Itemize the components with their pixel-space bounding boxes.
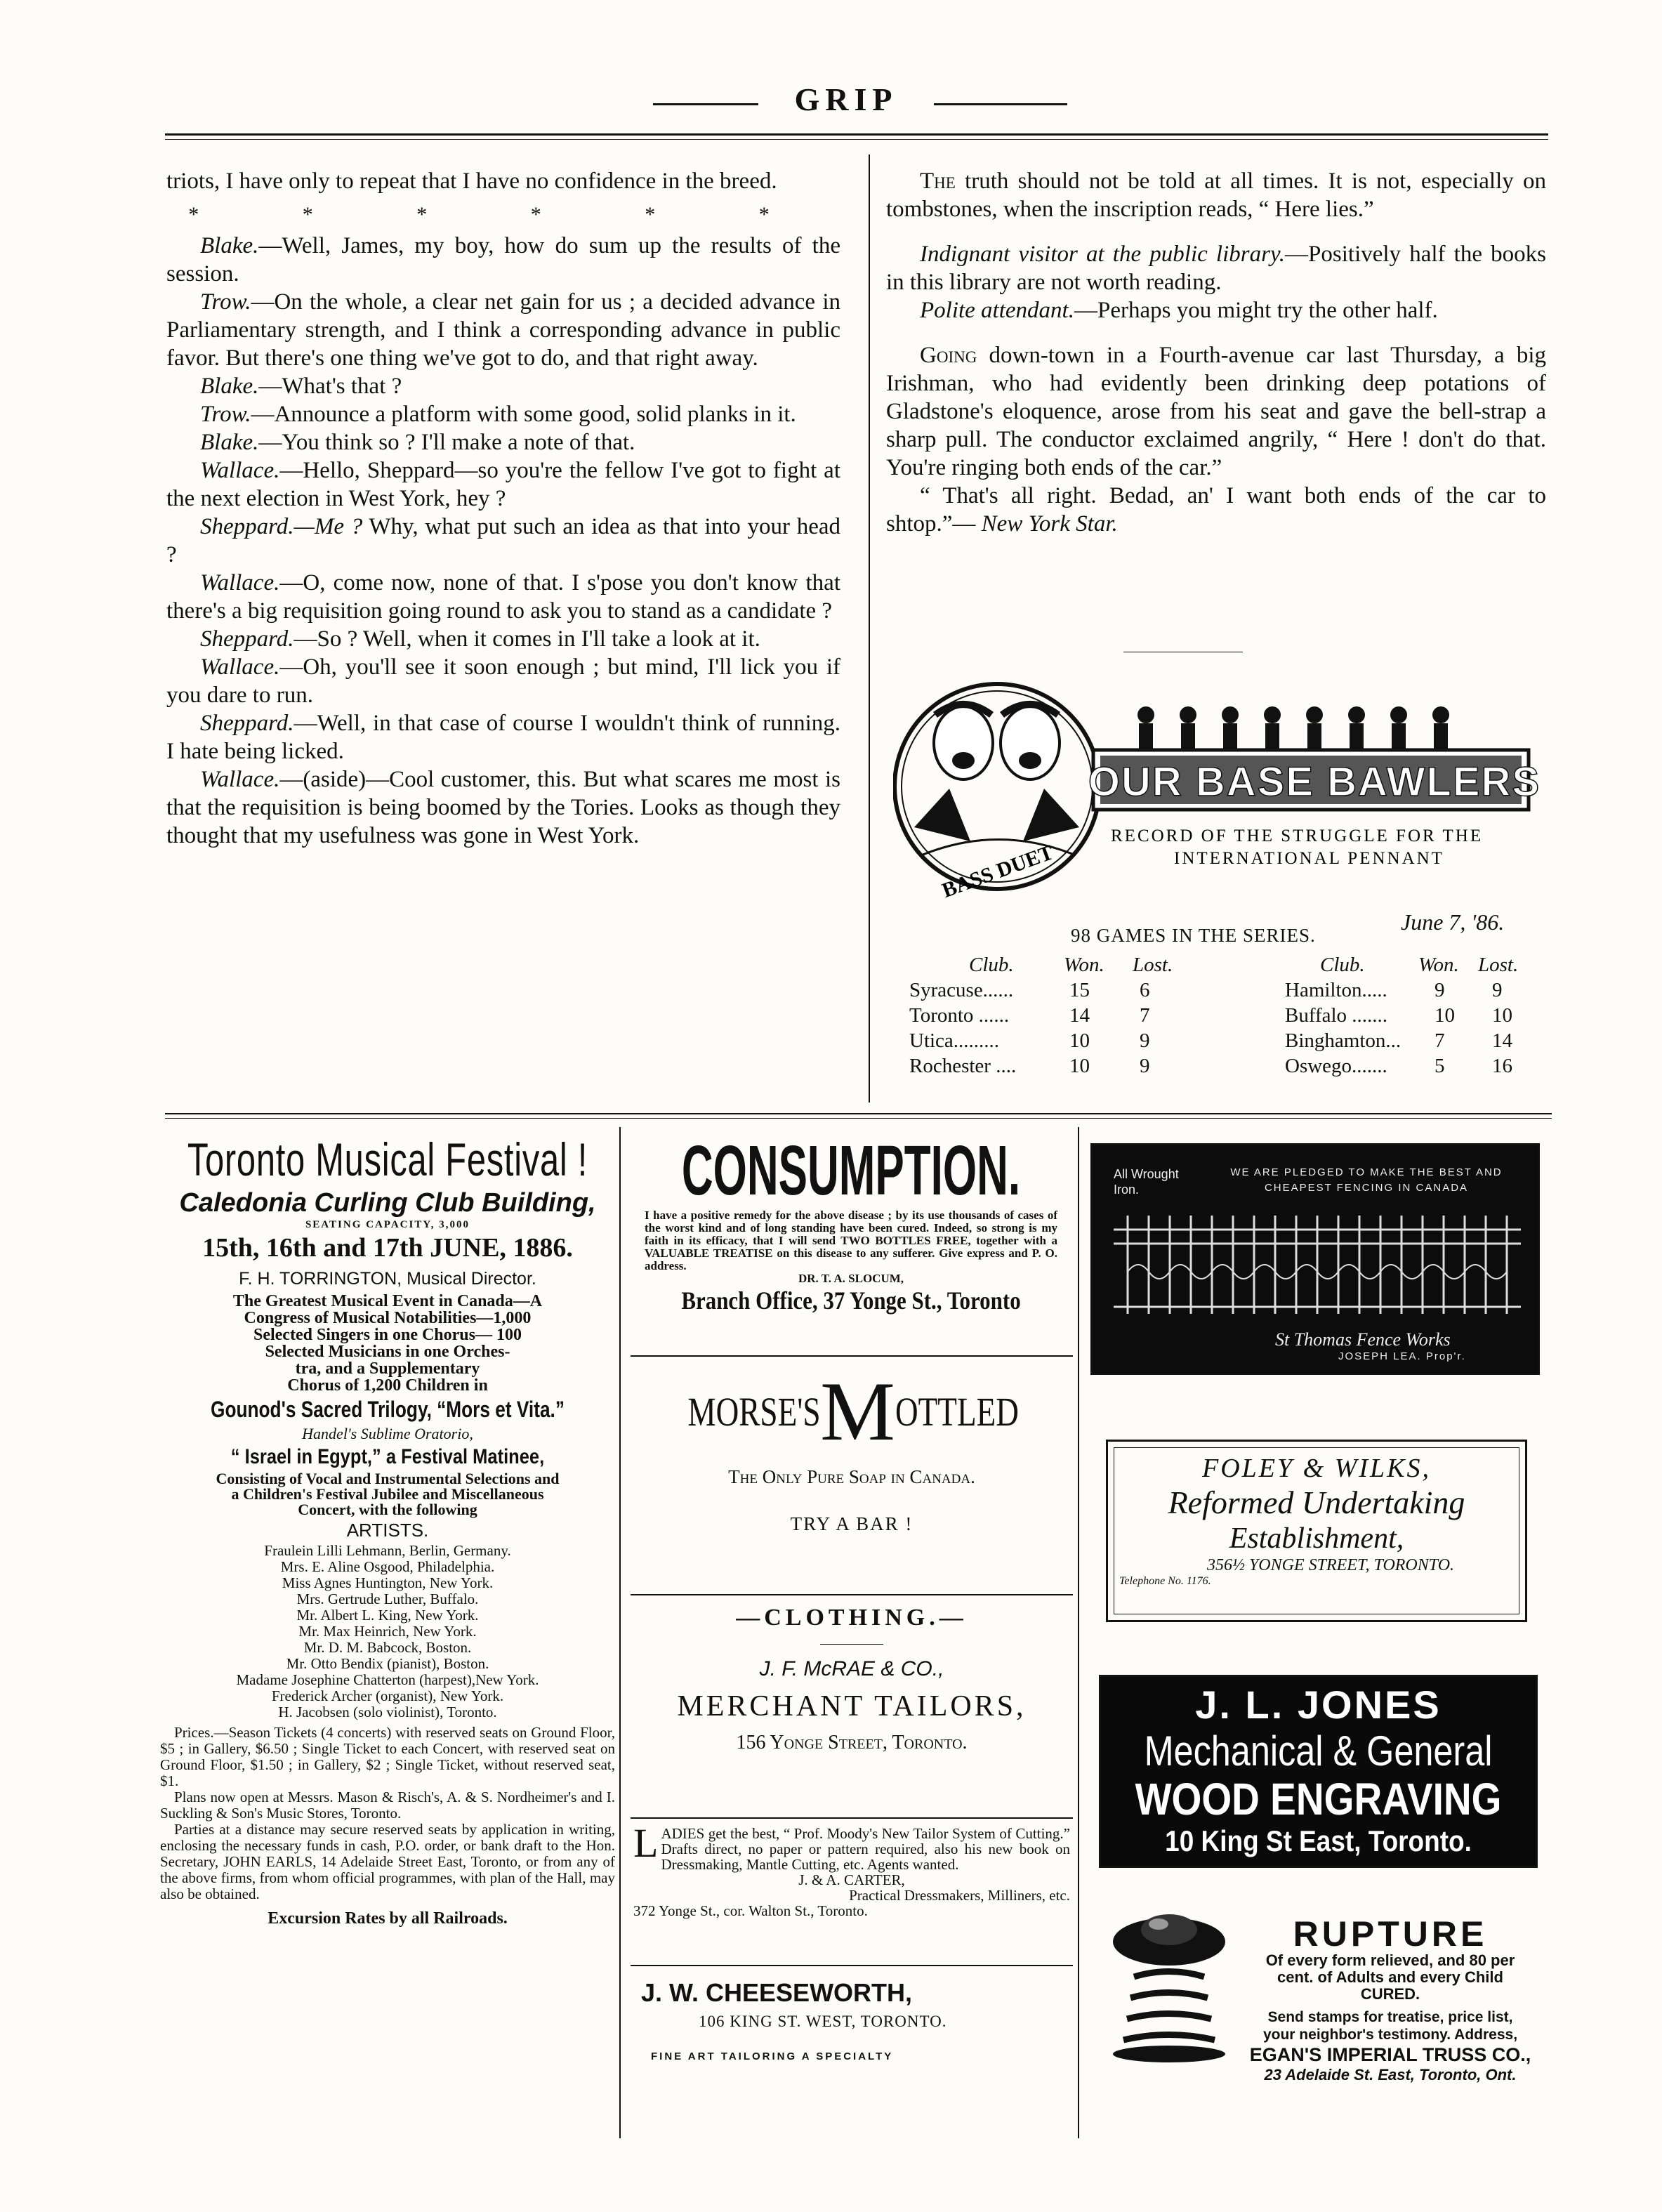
cheeseworth-ad	[635, 1973, 1071, 2062]
list-item: Congress of Musical Notabilities—1,000	[244, 1309, 532, 1327]
jones-address: 10 King St East, Toronto.	[1165, 1824, 1472, 1857]
table-row	[909, 1029, 1541, 1055]
fence-ad	[1090, 1143, 1540, 1375]
header-rule	[165, 133, 1548, 136]
clothing-firm: J. F. McRAE & CO.,	[759, 1657, 944, 1680]
table-cell: 9	[1140, 1055, 1150, 1077]
morse-title: MORSE'SMOTTLED	[687, 1364, 1019, 1458]
table-cell: 10	[1069, 1029, 1090, 1052]
lead-word: Going	[920, 343, 977, 368]
table-cell: Hamilton.....	[1285, 979, 1387, 1001]
right-column	[886, 167, 1546, 538]
ad-rule	[631, 1817, 1073, 1819]
section-break: * * * * * *	[188, 203, 819, 226]
dialogue-line: Sheppard.—So ? Well, when it comes in I'll take a look at it.	[200, 626, 760, 652]
speaker: Sheppard.	[200, 626, 294, 652]
dialogue-line: Blake.—Well, James, my boy, how do sum up the results of the session.	[166, 233, 840, 287]
dialogue-line: Wallace.—Hello, Sheppard—so you're the fellow I've got to fight at the next election in West York, hey ?	[166, 458, 840, 511]
table-row	[909, 1004, 1541, 1029]
rupture-text: RUPTURE Of every form relieved, and 80 per cent. of Adults and every Child CURED. Send stamps for treatise, price list, your neighbor's testimony. Address, EGAN'S IMPERIAL TRUSS CO., 23 Adelaide St. East, Toronto, Ont.	[1239, 1916, 1541, 2084]
standings-table	[909, 954, 1541, 1080]
clothing-ad	[631, 1605, 1073, 1754]
header-rule-thin	[165, 139, 1548, 140]
jones-ad	[1099, 1675, 1538, 1868]
list-item: Chorus of 1,200 Children in	[287, 1376, 488, 1395]
clothing-trade: MERCHANT TAILORS,	[677, 1690, 1027, 1723]
speaker: Wallace.	[200, 767, 280, 792]
dialogue-line: Trow.—Announce a platform with some good, solid planks in it.	[200, 402, 796, 427]
festival-parties: Parties at a distance may secure reserved seats by application in writing, enclosing the necessary funds in cash, P.O. order, or bank draft to the Hon. Secretary, JOHN EARLS, 14 Adelaide Street East, Toronto, or from any of the above firms, from whom official programmes, with plan of the Hall, may also be obtained.	[160, 1821, 615, 1902]
ads-divider-2	[1078, 1127, 1079, 2138]
table-cell: 15	[1069, 979, 1090, 1001]
masthead	[0, 81, 1662, 123]
morse-line2: TRY A BAR !	[790, 1513, 914, 1534]
consumption-body: I have a positive remedy for the above disease ; by its use thousands of cases of the worst kind and of long standing have been cured. Indeed, so strong is my faith in its efficacy, that I will send TWO BOTTLES FREE, together with a VALUABLE TREATISE on this disease to any sufferer. Give express and P. O. address.	[645, 1209, 1057, 1272]
speaker: Indignant visitor at the public library.	[920, 242, 1286, 267]
ads-divider-1	[619, 1127, 621, 2138]
speaker: Trow.	[200, 289, 251, 315]
dialogue-line: Wallace.—Oh, you'll see it soon enough ; but mind, I'll lick you if you dare to run.	[166, 654, 840, 708]
list-item: Consisting of Vocal and Instrumental Selections and	[216, 1470, 560, 1487]
festival-consisting	[160, 1471, 615, 1518]
table-cell: 7	[1140, 1004, 1150, 1027]
source: New York Star.	[981, 511, 1118, 536]
fence-works: St Thomas Fence Works	[1275, 1329, 1451, 1350]
foley-phone: Telephone No. 1176.	[1119, 1575, 1211, 1587]
rupture-title: RUPTURE	[1293, 1914, 1488, 1954]
cheeseworth-name: J. W. CHEESEWORTH,	[641, 1978, 913, 2007]
paragraph: Polite attendant.—Perhaps you might try the other half.	[920, 298, 1438, 323]
cheeseworth-specialty: FINE ART TAILORING A SPECIALTY	[651, 2050, 894, 2062]
speaker: Wallace.	[200, 570, 280, 595]
ad-rule	[631, 1355, 1073, 1357]
list-item: Madame Josephine Chatterton (harpest),New York.	[236, 1671, 539, 1688]
list-item: Mr. Max Heinrich, New York.	[298, 1623, 477, 1640]
morse-line1: The Only Pure Soap in Canada.	[728, 1466, 975, 1487]
foley-line1: Reformed Undertaking	[1168, 1484, 1465, 1520]
foley-name: FOLEY & WILKS,	[1202, 1454, 1431, 1483]
list-item: tra, and a Supplementary	[295, 1360, 480, 1378]
speaker: Blake.	[200, 374, 259, 399]
table-cell: 9	[1140, 1029, 1150, 1052]
carter-trade: Practical Dressmakers, Milliners, etc.	[849, 1887, 1070, 1904]
carter-ad	[633, 1820, 1070, 1919]
list-item: Mr. D. M. Babcock, Boston.	[303, 1639, 472, 1656]
speaker: Blake.	[200, 233, 259, 258]
festival-ad	[160, 1132, 615, 1928]
masthead-rule-right	[934, 103, 1067, 105]
list-item: Selected Musicians in one Orches-	[265, 1343, 510, 1361]
list-item: Selected Singers in one Chorus— 100	[253, 1326, 522, 1344]
carter-text: ADIES get the best, “ Prof. Moody's New Tailor System of Cutting.” Drafts direct, no paper or pattern required, also his new book on Dressmaking, Mantle Cutting, etc. Agents wanted.	[661, 1825, 1070, 1873]
dialogue-line: Trow.—On the whole, a clear net gain for us ; a decided advance in Parliamentary strength, and I think a corresponding advance in public favor. But there's one thing we've got to do, and that right away.	[166, 289, 840, 371]
left-column	[166, 167, 840, 850]
dialogue-line: Wallace.—(aside)—Cool customer, this. But what scares me most is that the requisition is being boomed by the Tories. Looks as though they thought that my usefulness was gone in West York.	[166, 767, 840, 848]
paragraph: Going down-town in a Fourth-avenue car last Thursday, a big Irishman, who had evidently been drinking deep potations of Gladstone's eloquence, arose from his seat and gave the bell-strap a sharp pull. The conductor exclaimed angrily, “ Here ! don't do that. You're ringing both ends of the car.”	[886, 343, 1546, 480]
truss-icon	[1102, 1910, 1236, 2065]
masthead-rule-left	[653, 103, 758, 105]
clothing-address: 156 Yonge Street, Toronto.	[736, 1732, 968, 1753]
consumption-title: CONSUMPTION.	[681, 1131, 1021, 1210]
page-title: GRIP	[794, 81, 898, 117]
consumption-office: Branch Office, 37 Yonge St., Toronto	[681, 1286, 1021, 1315]
speaker: Wallace.	[200, 654, 280, 680]
clothing-title: —CLOTHING.—	[736, 1605, 968, 1631]
festival-israel: “ Israel in Egypt,” a Festival Matinee,	[230, 1445, 545, 1468]
ad-rule	[631, 1594, 1073, 1595]
table-header: Club. Won. Lost. Club. Won. Lost.	[969, 954, 1519, 976]
table-cell: 7	[1435, 1029, 1445, 1052]
svg-text:BASS DUET: BASS DUET	[939, 841, 1057, 902]
table-cell: Syracuse......	[909, 979, 1014, 1001]
dialogue	[166, 232, 840, 850]
paragraph: Indignant visitor at the public library.—Positively half the books in this library are not worth reading.	[886, 242, 1546, 295]
speaker: Blake.	[200, 430, 259, 455]
svg-text:OUR BASE BAWLERS: OUR BASE BAWLERS	[1088, 759, 1539, 805]
rupture-address: 23 Adelaide St. East, Toronto, Ont.	[1264, 2066, 1517, 2083]
table-cell: 9	[1435, 979, 1445, 1001]
dialogue-line: Blake.—What's that ?	[200, 374, 402, 399]
table-row	[909, 1055, 1541, 1080]
list-item: Mrs. E. Aline Osgood, Philadelphia.	[280, 1558, 495, 1575]
fence-pledge: WE ARE PLEDGED TO MAKE THE BEST AND CHEAPEST FENCING IN CANADA	[1230, 1166, 1503, 1194]
table-cell: Utica.........	[909, 1029, 1000, 1052]
morse-ad	[631, 1364, 1073, 1535]
fence-illustration-icon	[1100, 1202, 1535, 1328]
festival-excursion: Excursion Rates by all Railroads.	[268, 1909, 508, 1928]
rupture-company: EGAN'S IMPERIAL TRUSS CO.,	[1249, 2044, 1531, 2065]
consumption-signer: DR. T. A. SLOCUM,	[798, 1272, 904, 1285]
dialogue-line: Sheppard.—Well, in that case of course I wouldn't think of running. I hate being licked.	[166, 711, 840, 764]
paragraph: triots, I have only to repeat that I have no confidence in the breed.	[166, 169, 777, 194]
festival-event	[160, 1293, 615, 1394]
carter-firm: J. & A. CARTER,	[798, 1871, 905, 1888]
ad-rule	[631, 1965, 1073, 1966]
festival-trilogy: Gounod's Sacred Trilogy, “Mors et Vita.”	[211, 1397, 565, 1422]
festival-oratorio: Handel's Sublime Oratorio,	[302, 1425, 473, 1442]
festival-dates: 15th, 16th and 17th JUNE, 1886.	[202, 1233, 573, 1263]
fence-left: All Wrought Iron.	[1114, 1167, 1179, 1197]
paragraph: “ That's all right. Bedad, an' I want both ends of the car to shtop.”— New York Star.	[886, 483, 1546, 536]
speaker: Polite attendant.	[920, 298, 1074, 323]
list-item: Fraulein Lilli Lehmann, Berlin, Germany.	[264, 1542, 511, 1559]
list-item: The Greatest Musical Event in Canada—A	[232, 1292, 543, 1310]
speaker: Sheppard.	[200, 711, 294, 736]
foley-address: 356½ YONGE STREET, TORONTO.	[1206, 1556, 1455, 1574]
speaker: Sheppard.—Me ?	[200, 514, 363, 539]
dialogue-line: Blake.—You think so ? I'll make a note of that.	[200, 430, 635, 455]
festival-title: Toronto Musical Festival !	[187, 1133, 588, 1185]
speaker: Wallace.	[200, 458, 280, 483]
table-cell: 10	[1069, 1055, 1090, 1077]
table-cell: Buffalo .......	[1285, 1004, 1388, 1027]
table-row	[909, 979, 1541, 1004]
table-cell: 14	[1492, 1029, 1512, 1052]
baseball-date: June 7, '86.	[1401, 909, 1505, 935]
consumption-ad	[631, 1132, 1071, 1316]
festival-prices: Prices.—Season Tickets (4 concerts) with reserved seats on Ground Floor, $5 ; in Gallery, $6.50 ; Single Ticket to each Concert, with reserved seat on Ground Floor, $1.50 ; in Gallery, $2 ; Single Ticket, without reserved seat, $1.	[160, 1724, 615, 1789]
artists-title: ARTISTS.	[346, 1520, 429, 1541]
svg-text:INTERNATIONAL PENNANT: INTERNATIONAL PENNANT	[1174, 849, 1444, 868]
dialogue-line: Sheppard.—Me ? Why, what put such an idea as that into your head ?	[166, 514, 840, 567]
table-cell: Binghamton...	[1285, 1029, 1402, 1052]
artists-list	[160, 1543, 615, 1720]
table-cell: 6	[1140, 979, 1150, 1001]
games-count: 98 GAMES IN THE SERIES.	[1071, 925, 1316, 946]
festival-venue: Caledonia Curling Club Building,	[179, 1188, 596, 1218]
table-cell: Toronto ......	[909, 1004, 1010, 1027]
table-cell: 14	[1069, 1004, 1090, 1027]
ads-rule	[165, 1113, 1552, 1114]
list-item: Mr. Albert L. King, New York.	[296, 1607, 479, 1624]
speaker: Trow.	[200, 402, 251, 427]
list-item: a Children's Festival Jubilee and Miscellaneous	[231, 1485, 544, 1503]
table-cell: Rochester ....	[909, 1055, 1017, 1077]
rupture-ad	[1095, 1910, 1545, 2135]
table-cell: 16	[1492, 1055, 1512, 1077]
table-cell: Oswego.......	[1285, 1055, 1387, 1077]
carter-address: 372 Yonge St., cor. Walton St., Toronto.	[633, 1902, 868, 1919]
list-item: Mrs. Gertrude Luther, Buffalo.	[296, 1591, 479, 1607]
list-item: Mr. Otto Bendix (pianist), Boston.	[286, 1655, 489, 1672]
paragraph: The truth should not be told at all times. It is not, especially on tombstones, when the inscription reads, “ Here lies.”	[886, 169, 1546, 222]
jones-name: J. L. JONES	[1195, 1683, 1442, 1727]
festival-capacity: SEATING CAPACITY, 3,000	[305, 1219, 470, 1230]
foley-line2: Establishment,	[1229, 1522, 1404, 1555]
table-cell: 9	[1492, 979, 1503, 1001]
dropcap: L	[633, 1820, 659, 1866]
list-item: Miss Agnes Huntington, New York.	[282, 1574, 494, 1591]
list-item: H. Jacobsen (solo violinist), Toronto.	[278, 1704, 497, 1720]
fence-owner: JOSEPH LEA. Prop'r.	[1338, 1350, 1466, 1362]
dialogue-line: Wallace.—O, come now, none of that. I s'pose you don't know that there's a big requisition going round to ask you to stand as a candidate ?	[166, 570, 840, 624]
table-cell: 5	[1435, 1055, 1445, 1077]
table-cell: 10	[1492, 1004, 1512, 1027]
svg-text:RECORD OF THE STRUGGLE FOR THE: RECORD OF THE STRUGGLE FOR THE	[1111, 827, 1484, 845]
festival-director: F. H. TORRINGTON, Musical Director.	[239, 1269, 536, 1289]
jones-line2: WOOD ENGRAVING	[1135, 1774, 1502, 1824]
jones-line1: Mechanical & General	[1144, 1727, 1493, 1775]
list-item: Concert, with the following	[298, 1501, 477, 1518]
list-item: Frederick Archer (organist), New York.	[271, 1687, 504, 1704]
festival-plans: Plans now open at Messrs. Mason & Risch's, A. & S. Nordheimer's and I. Suckling & Son's Music Stores, Toronto.	[160, 1789, 615, 1822]
table-cell: 10	[1435, 1004, 1455, 1027]
ads-rule-thin	[165, 1118, 1552, 1119]
column-divider	[869, 154, 870, 1102]
cheeseworth-address: 106 KING ST. WEST, TORONTO.	[699, 2013, 947, 2030]
foley-ad	[1106, 1440, 1527, 1622]
lead-word: The	[920, 169, 956, 194]
